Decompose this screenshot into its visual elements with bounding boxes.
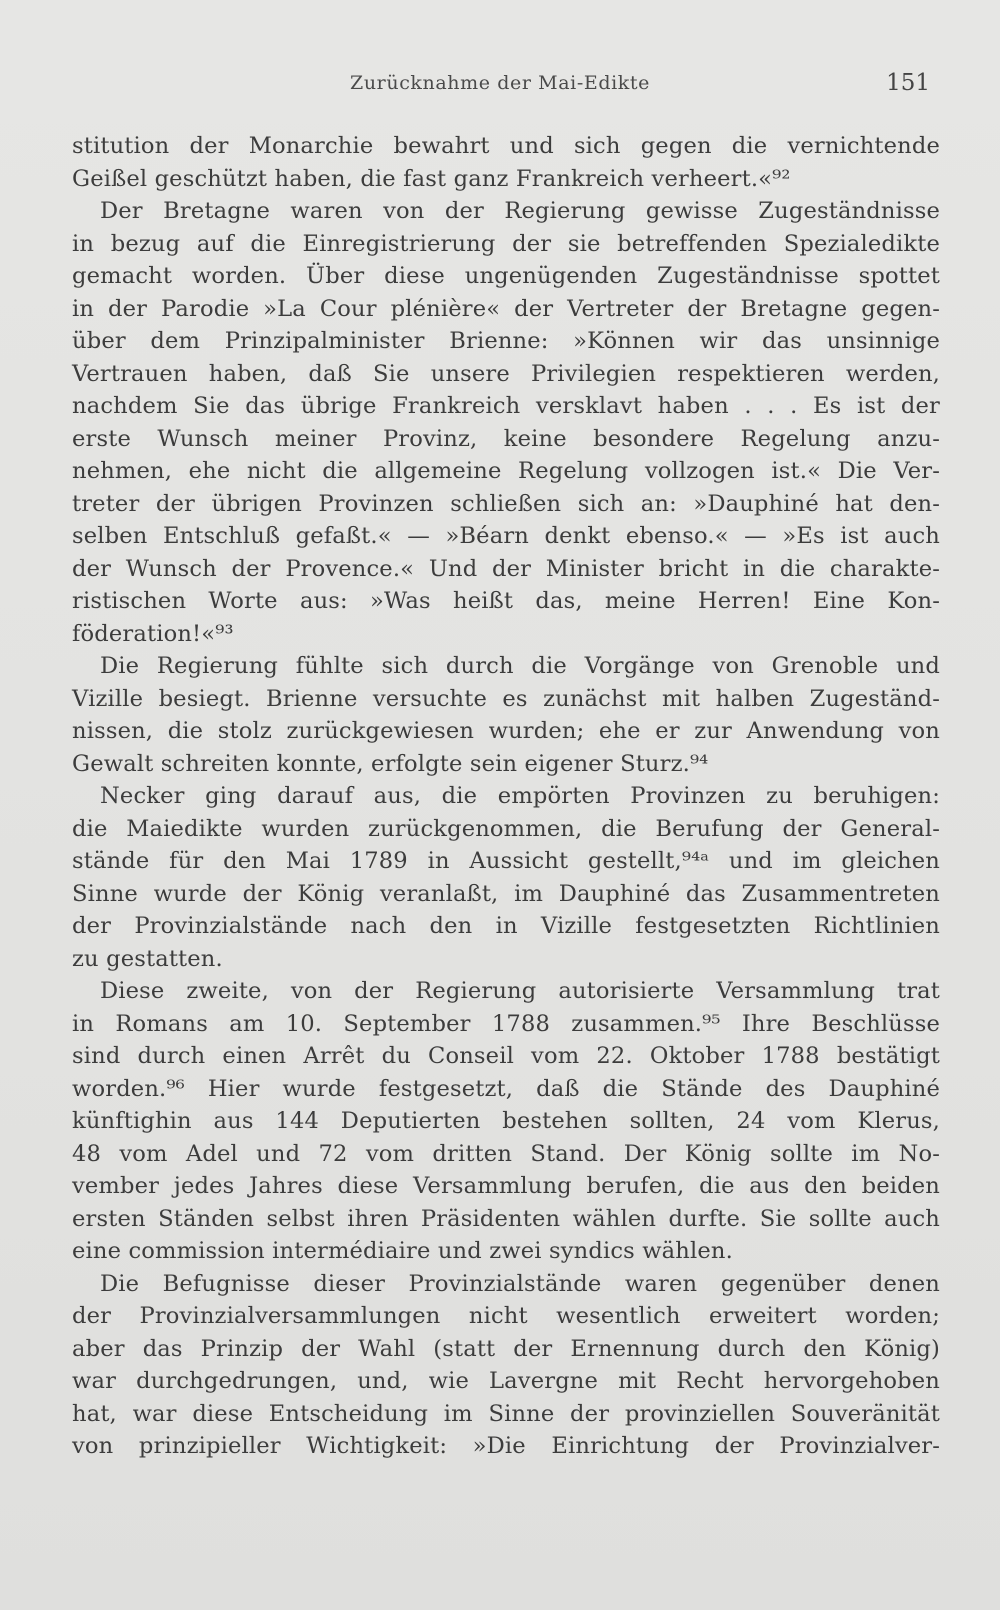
text-line: Vizille besiegt. Brienne versuchte es zunächst mit halben Zugeständ- xyxy=(72,685,940,712)
text-line: stitution der Monarchie bewahrt und sich gegen die vernichtende xyxy=(72,133,940,159)
text-line: ristischen Worte aus: »Was heißt das, meine Herren! Eine Kon- xyxy=(72,588,940,614)
text-line: selben Entschluß gefaßt.« — »Béarn denkt ebenso.« — »Es ist auch xyxy=(72,523,940,549)
text-line: der Provinzialversammlungen nicht wesentlich erweitert worden; xyxy=(72,1303,940,1329)
text-line: 48 vom Adel und 72 vom dritten Stand. Der König sollte im No- xyxy=(72,1140,940,1167)
text-line: Der Bretagne waren von der Regierung gewisse Zugeständnisse xyxy=(100,198,940,224)
text-line: Necker ging darauf aus, die empörten Provinzen zu beruhigen: xyxy=(100,783,940,809)
text-line: nehmen, ehe nicht die allgemeine Regelung vollzogen ist.« Die Ver- xyxy=(72,458,940,484)
text-line: erste Wunsch meiner Provinz, keine besondere Regelung anzu- xyxy=(72,425,940,452)
running-title: Zurücknahme der Mai-Edikte xyxy=(350,72,650,94)
text-line: in bezug auf die Einregistrierung der sie betreffenden Spezialedikte xyxy=(72,230,940,257)
text-line: Sinne wurde der König veranlaßt, im Dauphiné das Zusammentreten xyxy=(72,880,940,907)
text-line: der Provinzialstände nach den in Vizille festgesetzten Richtlinien xyxy=(72,913,940,939)
text-line: von prinzipieller Wichtigkeit: »Die Einrichtung der Provinzialver- xyxy=(72,1433,940,1459)
text-line: ersten Ständen selbst ihren Präsidenten wählen durfte. Sie sollte auch xyxy=(72,1205,940,1232)
text-line: föderation!«⁹³ xyxy=(72,620,234,647)
text-line: eine commission intermédiaire und zwei syndics wählen. xyxy=(72,1238,733,1264)
text-line: Vertrauen haben, daß Sie unsere Privilegien respektieren werden, xyxy=(72,360,940,387)
text-line: worden.⁹⁶ Hier wurde festgesetzt, daß die Stände des Dauphiné xyxy=(72,1075,940,1102)
body-text xyxy=(72,130,940,1463)
text-line: die Maiedikte wurden zurückgenommen, die Berufung der General- xyxy=(72,815,940,842)
text-line: hat, war diese Entscheidung im Sinne der provinziellen Souveränität xyxy=(72,1400,940,1427)
text-line: stände für den Mai 1789 in Aussicht gestellt,⁹⁴ᵃ und im gleichen xyxy=(72,848,940,874)
text-line: in der Parodie »La Cour plénière« der Vertreter der Bretagne gegen- xyxy=(72,295,940,322)
text-line: gemacht worden. Über diese ungenügenden Zugeständnisse spottet xyxy=(72,263,940,289)
text-line: in Romans am 10. September 1788 zusammen.⁹⁵ Ihre Beschlüsse xyxy=(72,1010,940,1037)
text-line: über dem Prinzipalminister Brienne: »Können wir das unsinnige xyxy=(72,328,940,354)
text-line: treter der übrigen Provinzen schließen sich an: »Dauphiné hat den- xyxy=(72,490,940,517)
text-line: nachdem Sie das übrige Frankreich versklavt haben . . . Es ist der xyxy=(72,393,940,419)
text-line: zu gestatten. xyxy=(72,945,223,972)
text-line: künftighin aus 144 Deputierten bestehen sollten, 24 vom Klerus, xyxy=(72,1108,940,1134)
text-line: Geißel geschützt haben, die fast ganz Frankreich verheert.«⁹² xyxy=(72,165,791,192)
text-line: Gewalt schreiten konnte, erfolgte sein eigener Sturz.⁹⁴ xyxy=(72,750,709,777)
text-line: Die Befugnisse dieser Provinzialstände waren gegenüber denen xyxy=(100,1270,940,1297)
text-line: nissen, die stolz zurückgewiesen wurden; ehe er zur Anwendung von xyxy=(72,718,940,744)
page-number: 151 xyxy=(886,70,930,96)
text-line: Diese zweite, von der Regierung autorisierte Versammlung trat xyxy=(100,978,940,1004)
text-line: Die Regierung fühlte sich durch die Vorgänge von Grenoble und xyxy=(100,653,940,679)
text-line: der Wunsch der Provence.« Und der Minister bricht in die charakte- xyxy=(72,555,940,582)
text-line: sind durch einen Arrêt du Conseil vom 22. Oktober 1788 bestätigt xyxy=(72,1043,940,1069)
text-line: war durchgedrungen, und, wie Lavergne mit Recht hervorgehoben xyxy=(72,1368,940,1394)
running-head xyxy=(0,72,1000,102)
text-line: aber das Prinzip der Wahl (statt der Ernennung durch den König) xyxy=(72,1335,940,1362)
text-line: vember jedes Jahres diese Versammlung berufen, die aus den beiden xyxy=(72,1173,940,1199)
